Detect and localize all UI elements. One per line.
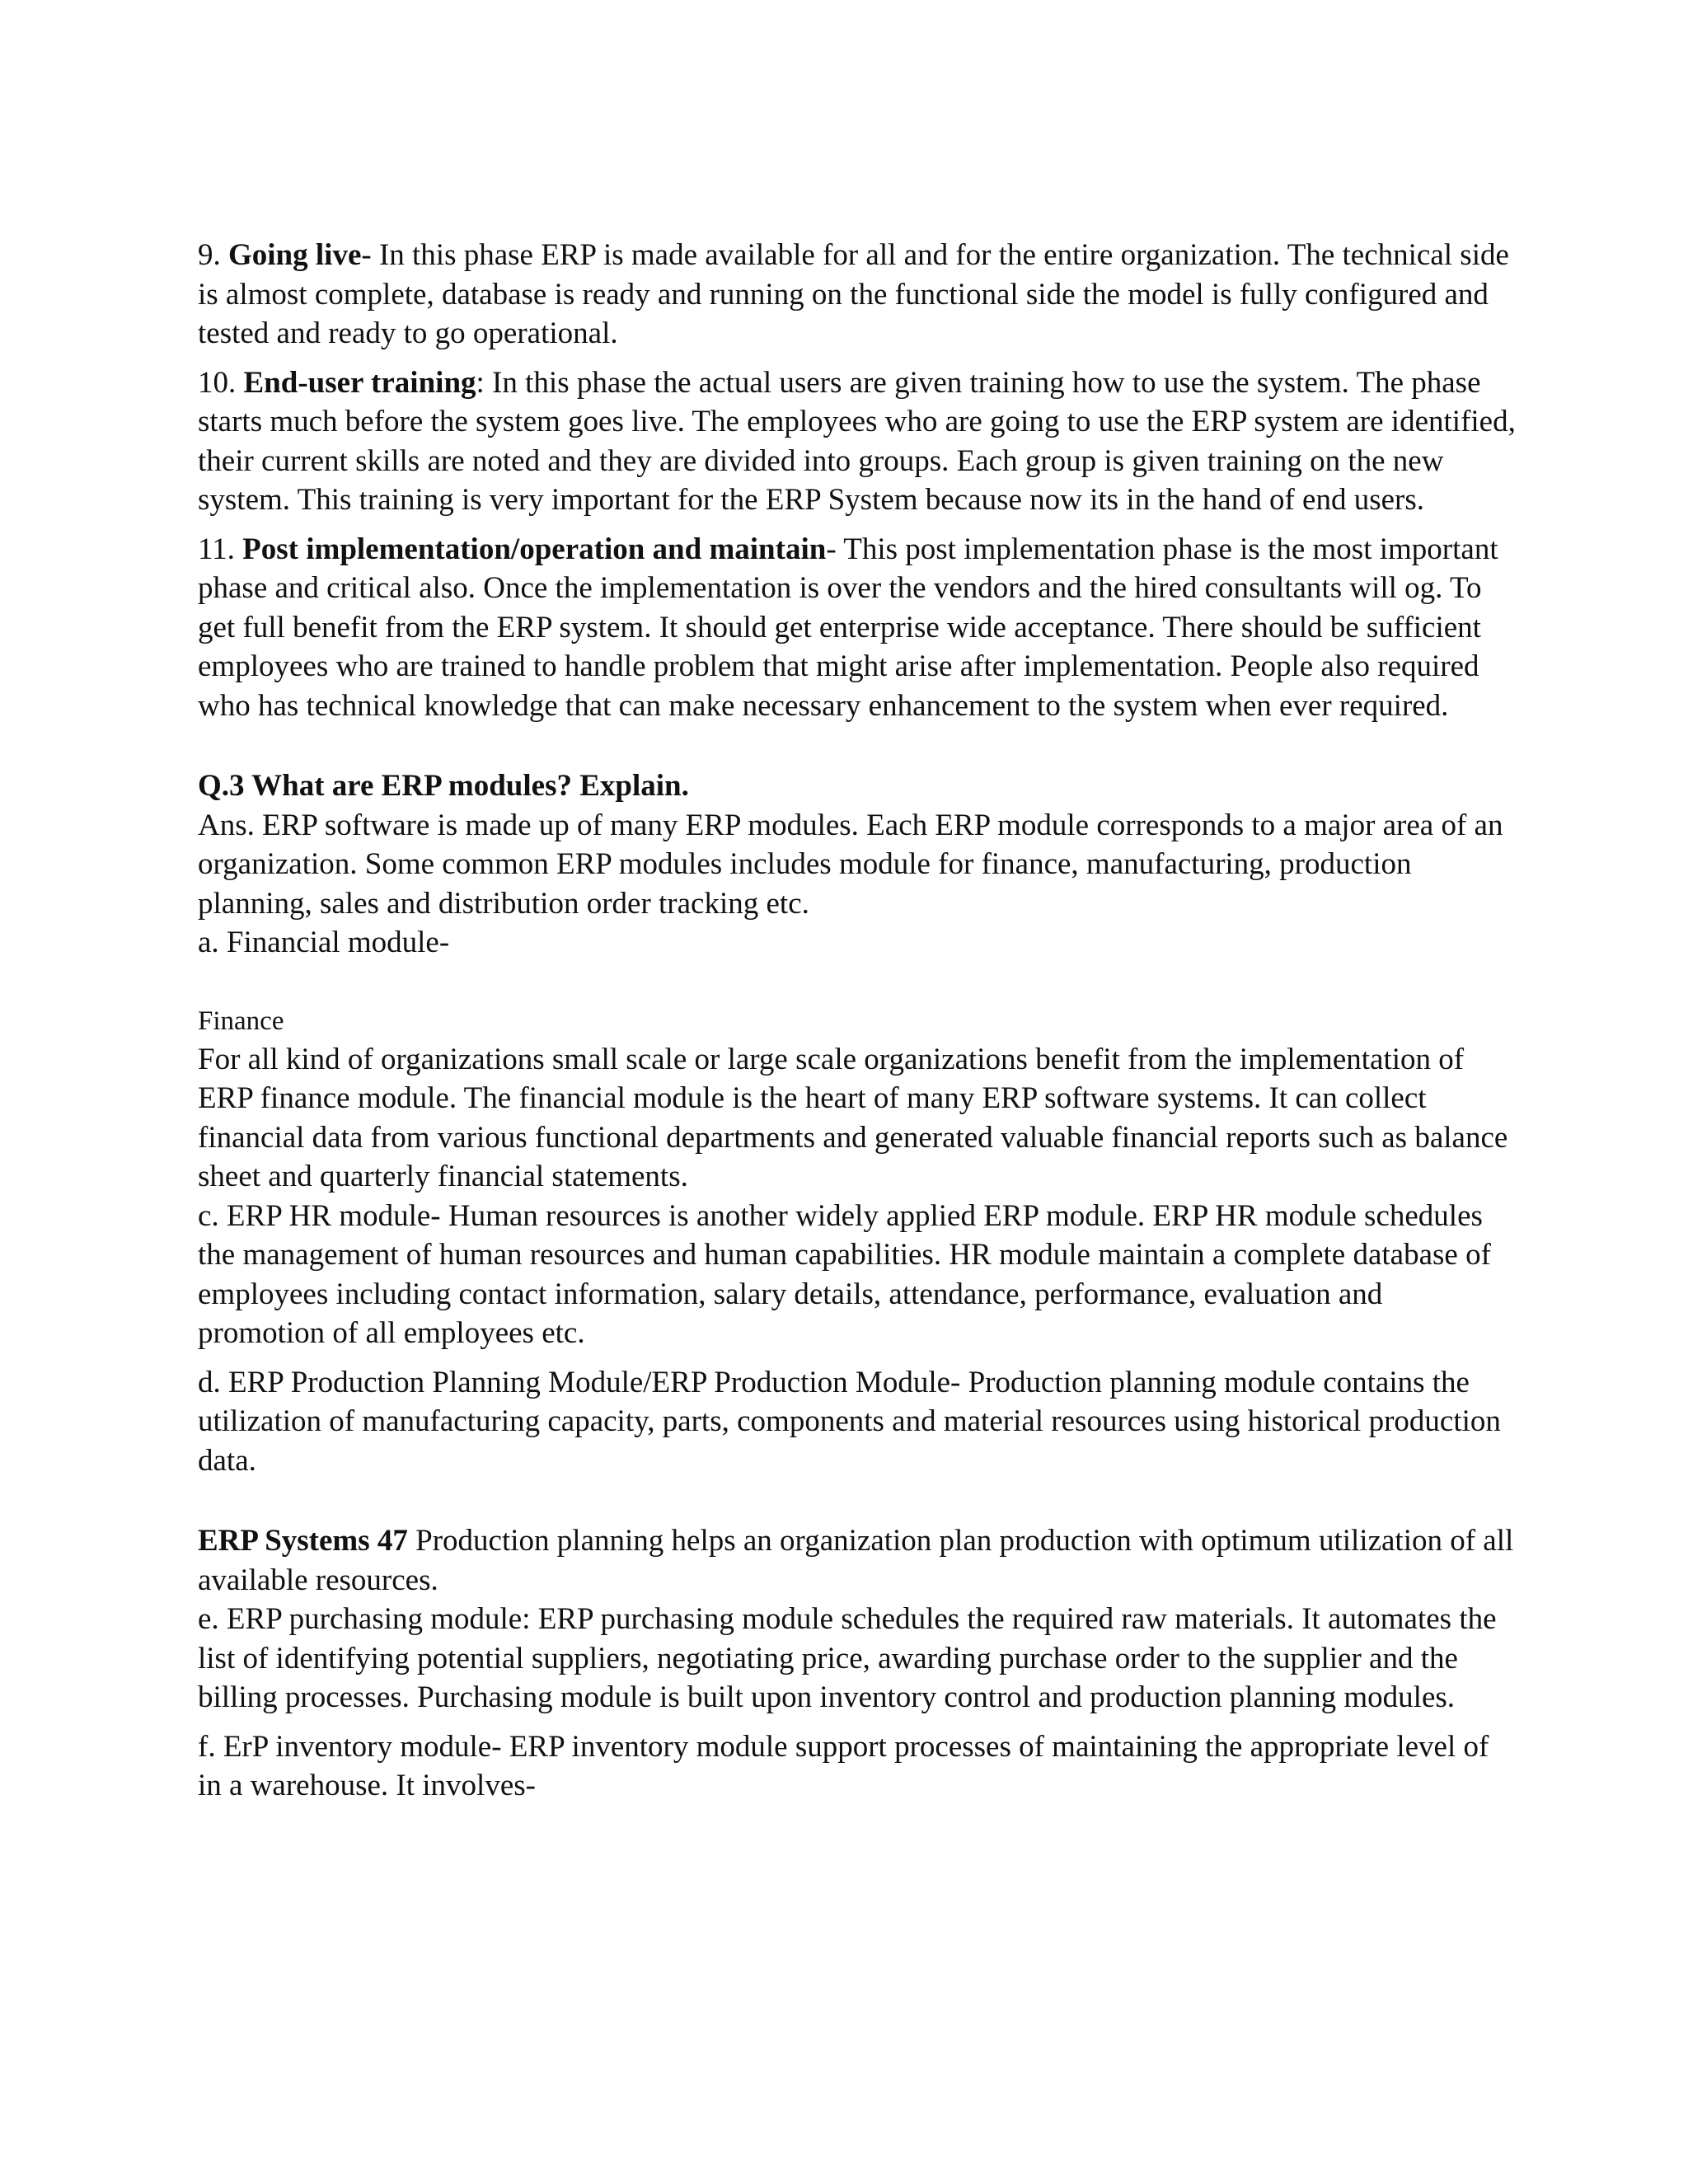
paragraph-end-user-training xyxy=(198,363,1517,520)
term-post-implementation: Post implementation/operation and maintain xyxy=(242,532,827,566)
erp-systems-47-paragraph xyxy=(198,1521,1517,1600)
end-user-training-text: : In this phase the actual users are given training how to use the system. The phase starts much before the system goes live. The employees who are going to use the ERP system are identified, their current skills are noted and they are divided into groups. Each group is given training on the new system. This training is very important for the ERP System because now its in the hand of end users. xyxy=(198,365,1516,517)
finance-paragraph: For all kind of organizations small scale or large scale organizations benefit from the implementation of ERP finance module. The financial module is the heart of many ERP software systems. It can collect financial data from various functional departments and generated valuable financial reports such as balance sheet and quarterly financial statements. xyxy=(198,1042,1508,1193)
erp-systems-47-text: Production planning helps an organization plan production with optimum utilization of all available resources. xyxy=(198,1524,1514,1597)
item-e-purchasing-module: e. ERP purchasing module: ERP purchasing module schedules the required raw materials. It automates the list of identifying potential suppliers, negotiating price, awarding purchase order to the supplier and the billing processes. Purchasing module is built upon inventory control and production planning modules. xyxy=(198,1602,1497,1714)
item-d-production-planning: d. ERP Production Planning Module/ERP Production Module- Production planning module contains the utilization of manufacturing capacity, parts, components and material resources using historical production data. xyxy=(198,1365,1501,1478)
term-going-live: Going live xyxy=(228,238,362,272)
item-number: 11. xyxy=(198,532,243,566)
item-f-inventory-module: f. ErP inventory module- ERP inventory module support processes of maintaining the appropriate level of in a warehouse. It involves- xyxy=(198,1729,1489,1802)
question-heading: Q.3 What are ERP modules? Explain. xyxy=(198,769,689,803)
item-number: 9. xyxy=(198,238,228,272)
paragraph-post-implementation xyxy=(198,530,1517,726)
item-number: 10. xyxy=(198,365,244,400)
post-implementation-text: - This post implementation phase is the most important phase and critical also. Once the implementation is over the vendors and the hired consultants will og. To get full benefit from the ERP system. It should get enterprise wide acceptance. There should be sufficient employees who are trained to handle problem that might arise after implementation. People also required who has technical knowledge that can make necessary enhancement to the system when ever required. xyxy=(198,532,1498,723)
erp-systems-47-term: ERP Systems 47 xyxy=(198,1524,408,1558)
item-a-financial-module: a. Financial module- xyxy=(198,926,450,959)
finance-label: Finance xyxy=(198,1005,284,1036)
item-c-hr-module: c. ERP HR module- Human resources is another widely applied ERP module. ERP HR module schedules the management of human resources and human capabilities. HR module maintain a complete database of employees including contact information, salary details, attendance, performance, evaluation and promotion of all employees etc. xyxy=(198,1198,1491,1350)
answer-paragraph: Ans. ERP software is made up of many ERP modules. Each ERP module corresponds to a major area of an organization. Some common ERP modules includes module for finance, manufacturing, production planning, sales and distribution order tracking etc. xyxy=(198,808,1503,921)
page-body xyxy=(198,236,1517,1806)
term-end-user-training: End-user training xyxy=(243,365,476,400)
going-live-text: - In this phase ERP is made available for all and for the entire organization. The technical side is almost complete, database is ready and running on the functional side the model is fully configured and tested and ready to go operational. xyxy=(198,238,1509,350)
paragraph-going-live xyxy=(198,236,1517,354)
